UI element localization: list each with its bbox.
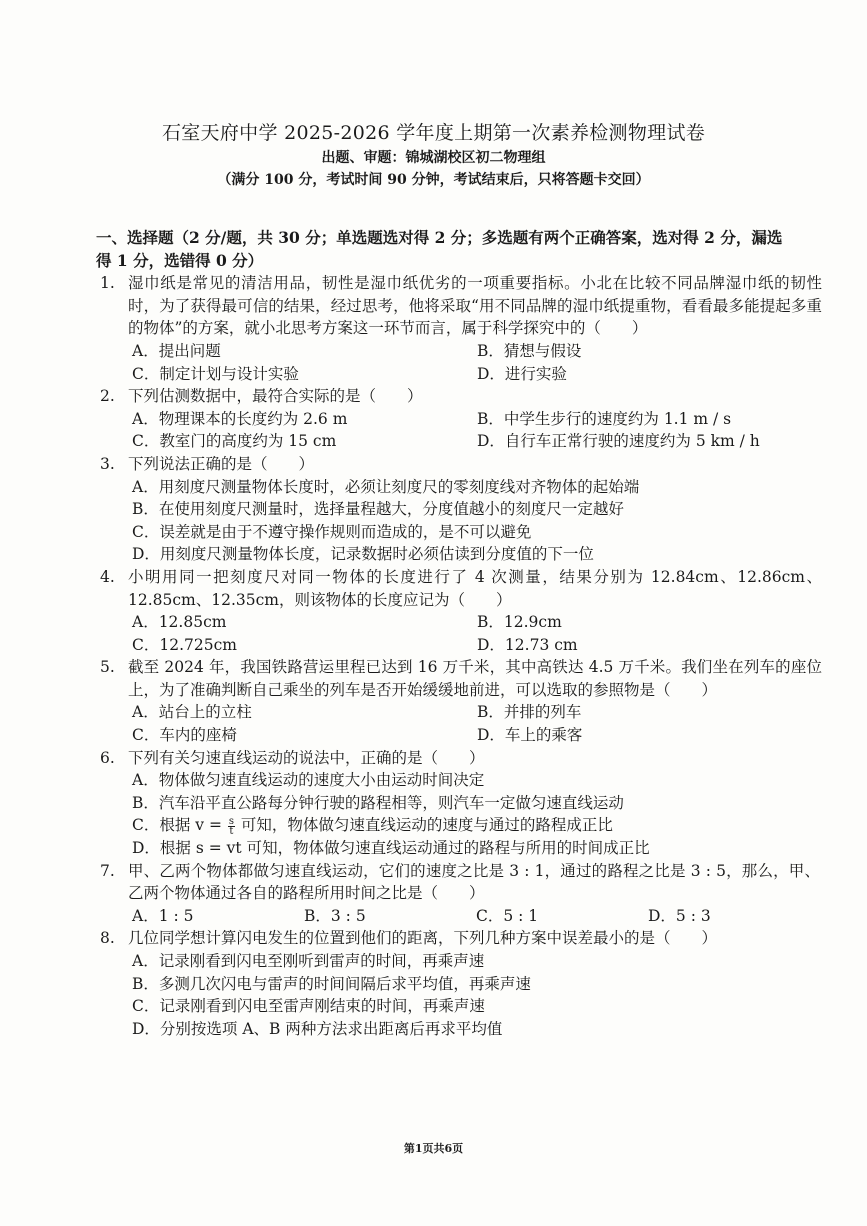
fraction	[228, 817, 235, 836]
question-number: 3.	[100, 454, 115, 473]
question-6	[96, 747, 786, 860]
question-4	[96, 566, 822, 656]
question-number: 4.	[100, 567, 115, 586]
fraction-numerator: s	[228, 815, 234, 827]
option-b: B．在使用刻度尺测量时，选择量程越大，分度值越小的刻度尺一定越好	[132, 500, 624, 519]
exam-note: （满分 100 分，考试时间 90 分钟，考试结束后，只将答题卡交回）	[217, 172, 650, 188]
question-stem: 截至 2024 年，我国铁路营运里程已达到 16 万千米，其中高铁达 4.5 万千米。我们坐在列车的座位上，为了准确判断自己乘坐的列车是否开始缓缓地前进，可以选取的参照物是（ ）	[128, 658, 822, 699]
options	[132, 769, 786, 859]
question-stem: 下列说法正确的是（ ）	[128, 454, 315, 473]
section-heading: 一、选择题（2 分/题，共 30 分；单选题选对得 2 分；多选题有两个正确答案，选对得 2 分，漏选得 1 分，选错得 0 分）	[96, 228, 783, 270]
option-c: C．误差就是由于不遵守操作规则而造成的，是不可以避免	[132, 522, 532, 541]
option-c: C．车内的座椅	[132, 726, 237, 745]
option-c: C．5 : 1	[476, 906, 539, 925]
options	[132, 701, 822, 746]
question-number: 5.	[100, 658, 115, 677]
option-c: C．记录刚看到闪电至雷声刚结束的时间，再乘声速	[132, 997, 485, 1016]
question-stem: 甲、乙两个物体都做匀速直线运动，它们的速度之比是 3 : 1，通过的路程之比是 3 : 5，那么，甲、乙两个物体通过各自的路程所用时间之比是（ ）	[128, 861, 820, 903]
question-content	[96, 227, 822, 1040]
question-stem: 小明用同一把刻度尺对同一物体的长度进行了 4 次测量，结果分别为 12.84cm、12.86cm、12.85cm、12.35cm，则该物体的长度应记为（ ）	[128, 567, 822, 609]
option-b: B．3 : 5	[304, 906, 366, 925]
question-5	[96, 656, 822, 746]
question-stem: 下列有关匀速直线运动的说法中，正确的是（ ）	[128, 748, 485, 767]
option-a: A．站台上的立柱	[132, 703, 252, 722]
option-b: B．12.9cm	[477, 613, 562, 632]
question-number: 8.	[100, 929, 115, 948]
question-2	[96, 385, 786, 453]
question-stem: 湿巾纸是常见的清洁用品，韧性是湿巾纸优劣的一项重要指标。小北在比较不同品牌湿巾纸的韧性时，为了获得最可信的结果，经过思考，他将采取“用不同品牌的湿巾纸提重物，看看最多能提起多重的物体”的方案，就小北思考方案这一环节而言，属于科学探究中的（ ）	[128, 274, 822, 338]
question-number: 2.	[100, 387, 115, 406]
question-number: 1.	[100, 274, 115, 293]
option-c: C．教室门的高度约为 15 cm	[132, 432, 337, 451]
question-number: 7.	[100, 861, 115, 880]
options	[132, 950, 786, 1040]
option-b: B．多测几次闪电与雷声的时间间隔后求平均值，再乘声速	[132, 974, 531, 993]
option-d: D．车上的乘客	[477, 726, 583, 745]
question-7	[96, 860, 820, 928]
option-a: A．物理课本的长度约为 2.6 m	[132, 409, 348, 428]
option-d: D．用刻度尺测量物体长度，记录数据时必须估读到分度值的下一位	[132, 545, 594, 564]
option-d: D．分别按选项 A、B 两种方法求出距离后再求平均值	[132, 1019, 503, 1038]
option-b: B．汽车沿平直公路每分钟行驶的路程相等，则汽车一定做匀速直线运动	[132, 793, 624, 812]
option-a: A．记录刚看到闪电至刚听到雷声的时间，再乘声速	[132, 952, 485, 970]
page-number: 第1页共6页	[403, 1142, 464, 1155]
options	[132, 476, 786, 566]
question-1	[96, 272, 822, 385]
question-3	[96, 453, 786, 566]
question-8	[96, 927, 786, 1040]
option-c	[132, 814, 786, 837]
option-b: B．中学生步行的速度约为 1.1 m / s	[477, 409, 732, 428]
fraction-denominator: t	[229, 825, 234, 837]
option-d: D．12.73 cm	[477, 635, 578, 654]
question-number: 6.	[100, 748, 115, 767]
options	[132, 611, 822, 656]
options	[132, 408, 822, 453]
option-c-suffix: 可知，物体做匀速直线运动的速度与通过的路程成正比	[235, 816, 613, 835]
question-stem: 下列估测数据中，最符合实际的是（ ）	[128, 387, 423, 406]
option-d: D．自行车正常行驶的速度约为 5 km / h	[477, 432, 760, 451]
option-c: C．12.725cm	[132, 635, 237, 654]
option-a: A．1 : 5	[132, 906, 194, 925]
exam-subtitle: 出题、审题：锦城湖校区初二物理组	[321, 150, 546, 166]
option-d: D．进行实验	[477, 364, 567, 383]
option-a: A．用刻度尺测量物体长度时，必须让刻度尺的零刻度线对齐物体的起始端	[132, 477, 640, 496]
option-b: B．猜想与假设	[477, 341, 582, 360]
exam-title: 石室天府中学 2025-2026 学年度上期第一次素养检测物理试卷	[161, 122, 706, 144]
option-c: C．制定计划与设计实验	[132, 364, 299, 383]
option-c-prefix: C．根据 v =	[132, 816, 227, 835]
option-a: A．物体做匀速直线运动的速度大小由运动时间决定	[132, 771, 485, 790]
option-b: B．并排的列车	[477, 703, 582, 722]
option-a: A．12.85cm	[132, 613, 227, 632]
option-a: A．提出问题	[132, 341, 221, 360]
options	[132, 340, 822, 385]
question-stem: 几位同学想计算闪电发生的位置到他们的距离，下列几种方案中误差最小的是（ ）	[128, 929, 718, 948]
option-d: D．根据 s = vt 可知，物体做匀速直线运动通过的路程与所用的时间成正比	[132, 839, 650, 858]
option-d: D．5 : 3	[648, 906, 711, 925]
options	[132, 905, 820, 928]
